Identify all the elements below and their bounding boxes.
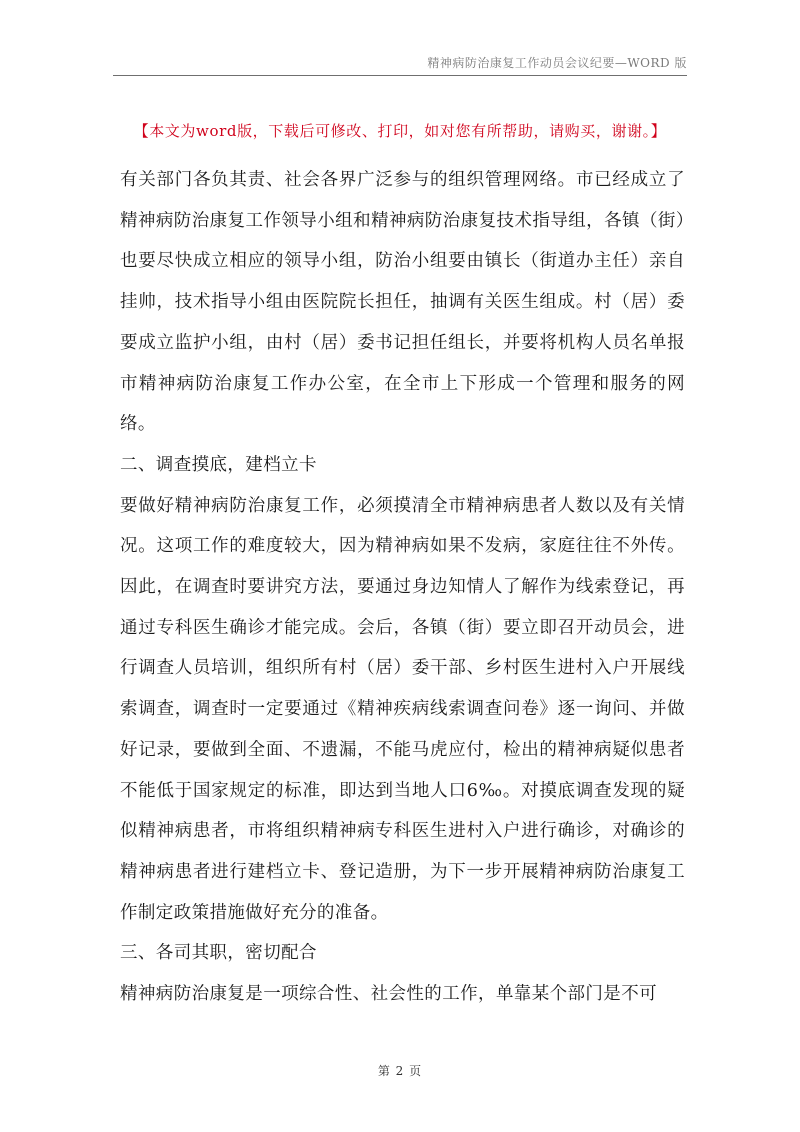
body-paragraph: 精神病防治康复是一项综合性、社会性的工作，单靠某个部门是不可 (120, 984, 657, 1005)
page-number: 第 2 页 (377, 1064, 423, 1078)
running-header: 精神病防治康复工作动员会议纪要—WORD 版 (427, 56, 687, 70)
document-body (120, 160, 685, 1015)
section-heading: 二、调查摸底，建档立卡 (120, 454, 317, 475)
section-heading: 三、各司其职，密切配合 (120, 943, 317, 964)
purchase-notice: 【本文为word版，下载后可修改、打印，如对您有所帮助，请购买，谢谢。】 (133, 122, 667, 140)
body-paragraph: 要做好精神病防治康复工作，必须摸清全市精神病患者人数以及有关情况。这项工作的难度较大，因为精神病如果不发病，家庭往往不外传。因此，在调查时要讲究方法，要通过身边知情人了解作为线索登记，再通过专科医生确诊才能完成。会后，各镇（街）要立即召开动员会，进行调查人员培训，组织所有村（居）委干部、乡村医生进村入户开展线索调查，调查时一定要通过《精神疾病线索调查问卷》逐一询问、并做好记录，要做到全面、不遗漏，不能马虎应付，检出的精神病疑似患者不能低于国家规定的标准，即达到当地人口6‰。对摸底调查发现的疑似精神病患者，市将组织精神病专科医生进村入户进行确诊，对确诊的精神病患者进行建档立卡、登记造册，为下一步开展精神病防治康复工作制定政策措施做好充分的准备。 (120, 495, 685, 923)
header-divider (113, 75, 687, 76)
body-paragraph: 有关部门各负其责、社会各界广泛参与的组织管理网络。市已经成立了精神病防治康复工作领导小组和精神病防治康复技术指导组，各镇（街）也要尽快成立相应的领导小组，防治小组要由镇长（街道办主任）亲自挂帅，技术指导小组由医院院长担任，抽调有关医生组成。村（居）委要成立监护小组，由村（居）委书记担任组长，并要将机构人员名单报市精神病防治康复工作办公室，在全市上下形成一个管理和服务的网络。 (120, 170, 685, 435)
